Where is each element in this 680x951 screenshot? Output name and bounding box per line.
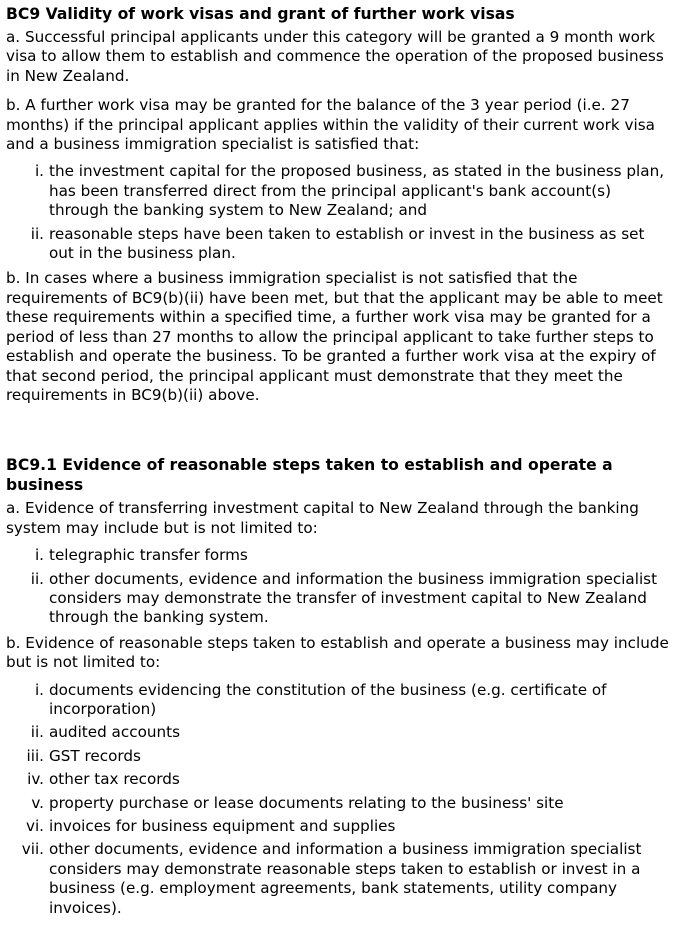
paragraph-bc9-c: b. In cases where a business immigration specialist is not satisfied that the requirements of BC9(b)(ii) have been met, but that the applicant may be able to meet these requirements within a specified time, a further work visa may be granted for a period of less than 27 months to allow the principal applicant to take further steps to establish and operate the business. To be granted a further work visa at the expiry of that second period, the principal applicant must demonstrate that they meet the requirements in BC9(b)(ii) above. — [6, 269, 663, 404]
list-item-text: documents evidencing the constitution of the business (e.g. certificate of incorporation) — [49, 680, 607, 718]
list-item-text: other documents, evidence and information the business immigration specialist considers may demonstrate the transfer of investment capital to New Zealand through the banking system. — [49, 569, 658, 627]
list-item-text: invoices for business equipment and supplies — [49, 817, 396, 835]
list-item-number: i. — [34, 546, 44, 565]
paragraph-bc9-1-a: a. Evidence of transferring investment capital to New Zealand through the banking system may include but is not limited to: — [6, 499, 639, 537]
list-bc9-1-a — [6, 546, 674, 628]
list-item — [6, 546, 674, 565]
list-item — [6, 770, 674, 789]
list-item-text: audited accounts — [49, 723, 180, 742]
paragraph-bc9-a: a. Successful principal applicants under this category will be granted a 9 month work visa to allow them to establish and commence the operation of the proposed business in New Zealand. — [6, 28, 664, 85]
list-item — [6, 723, 674, 742]
list-item-text: GST records — [49, 746, 141, 765]
list-item — [6, 840, 674, 918]
section-heading-bc9: BC9 Validity of work visas and grant of further work visas — [6, 5, 515, 23]
list-item-number: ii. — [30, 569, 44, 588]
list-item-number: vi. — [25, 817, 44, 835]
list-item-number: i. — [34, 680, 44, 699]
list-item-text: telegraphic transfer forms — [49, 546, 248, 565]
list-item-number: v. — [31, 793, 44, 812]
list-item — [6, 570, 674, 628]
section-heading-bc9-1: BC9.1 Evidence of reasonable steps taken to establish and operate a business — [6, 456, 613, 495]
list-item — [6, 794, 674, 813]
list-item — [6, 747, 674, 766]
list-item-text: reasonable steps have been taken to establish or invest in the business as set out in the business plan. — [49, 224, 645, 263]
list-item-number: vii. — [21, 840, 44, 859]
list-item-number: ii. — [30, 224, 44, 243]
list-item — [6, 225, 674, 264]
list-item — [6, 162, 674, 220]
list-item-text: other tax records — [49, 770, 180, 789]
paragraph-bc9-b: b. A further work visa may be granted for the balance of the 3 year period (i.e. 27 months) if the principal applicant applies within the validity of their current work visa and a business immigration specialist is satisfied that: — [6, 96, 655, 154]
list-item — [6, 817, 674, 836]
list-item-text: other documents, evidence and information a business immigration specialist considers may demonstrate reasonable steps taken to establish or invest in a business (e.g. employment agreements, bank statements, utility company invoices). — [49, 840, 642, 917]
list-item-number: ii. — [30, 723, 44, 742]
section-bc9 — [6, 4, 674, 405]
section-bc9-1 — [6, 455, 674, 918]
paragraph-bc9-1-b: b. Evidence of reasonable steps taken to establish and operate a business may include but is not limited to: — [6, 633, 669, 672]
list-item — [6, 681, 674, 720]
list-item-number: i. — [34, 162, 44, 181]
list-item-number: iv. — [27, 770, 44, 789]
list-item-text: the investment capital for the proposed business, as stated in the business plan, has been transferred direct from the principal applicant's bank account(s) through the banking system to New Zealand; and — [49, 162, 665, 220]
list-bc9-b — [6, 162, 674, 263]
list-bc9-1-b — [6, 681, 674, 918]
list-item-text: property purchase or lease documents relating to the business' site — [49, 793, 564, 812]
list-item-number: iii. — [26, 746, 44, 765]
